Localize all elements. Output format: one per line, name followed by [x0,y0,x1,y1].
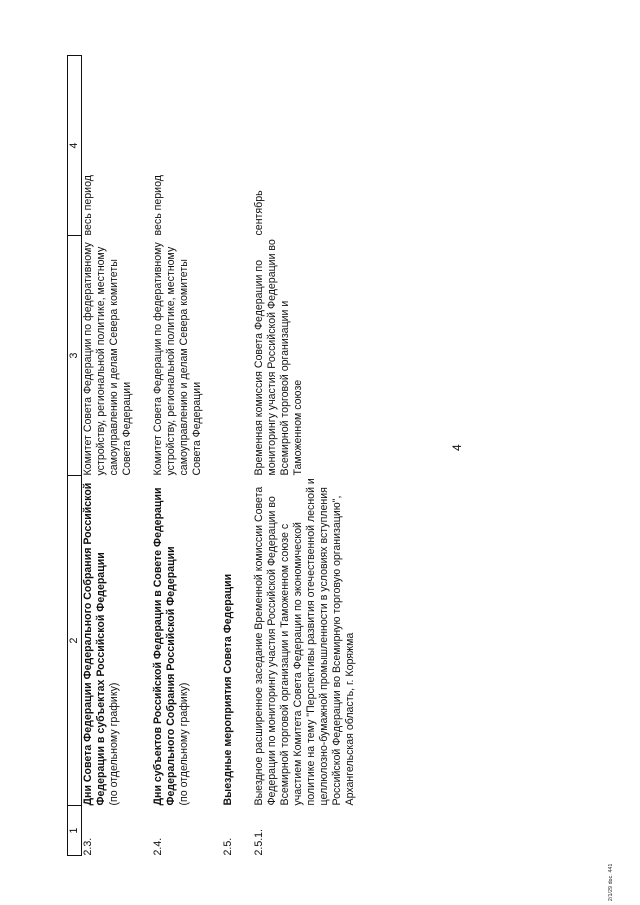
event-cell [222,476,235,806]
page-number: 4 [450,444,464,451]
row-number: 2.3. [82,837,94,856]
plan-table [67,55,357,856]
table-row [253,56,357,856]
event-cell [253,476,357,806]
row-number: 2.4. [152,837,164,856]
responsible-cell: Временная комиссия Совета Федерации по мониторингу участия Российской Федерации во Всемирной торговой организации и Таможенном союзе [253,239,304,476]
responsible-cell: Комитет Совета Федерации по федеративному устройству, региональной политике, местному самоуправлению и делам Севера комитеты Совета Федерации [152,242,203,476]
responsible-cell [222,236,235,476]
event-cell [82,476,135,806]
event-title: Выездное расширенное заседание Временной комиссии Совета Федерации по мониторингу участия Российской Федерации во Всемирной торговой организации и Таможенном союзе с участием Комитета Совета Федерации по экономической политике на тему "Перспективы развития отечественной лесной и целлюлозно-бумажной промышленности в условиях вступления Российской Федерации во Всемирную торговую организацию", Архангельская область, г. Коряжма [253,478,356,806]
event-note: (по отдельному графику) [178,682,190,806]
event-note: (по отдельному графику) [108,682,120,806]
row-gap [204,56,222,856]
header-col-2: 2 [68,476,82,806]
event-title: Дни субъектов Российской Федерации в Совете Федерации Федерального Собрания Российской Федерации [152,487,177,806]
row-gap [235,56,253,856]
header-col-3: 3 [68,236,82,476]
row-gap [134,56,152,856]
table-header-row [68,56,82,856]
row-number: 2.5.1. [253,828,265,856]
header-col-1: 1 [68,806,82,856]
row-number: 2.5. [222,837,234,856]
event-title: Дни Совета Федерации Федерального Собрания Российской Федерации в субъектах Российской Федерации [82,482,107,806]
table-row [82,56,135,856]
term-cell [222,56,235,236]
term-cell: сентябрь [253,190,265,236]
footer-code: 2/1/29 doc. 441 [608,863,614,901]
event-cell [152,476,204,806]
responsible-cell: Комитет Совета Федерации по федеративному устройству, региональной политике, местному самоуправлению и делам Севера комитеты Совета Федерации [82,242,133,476]
event-title: Выездные мероприятия Совета Федерации [222,573,234,806]
term-cell: весь период [152,175,164,236]
term-cell: весь период [82,175,94,236]
header-col-4: 4 [68,56,82,236]
table-row [152,56,204,856]
table-row [222,56,235,856]
